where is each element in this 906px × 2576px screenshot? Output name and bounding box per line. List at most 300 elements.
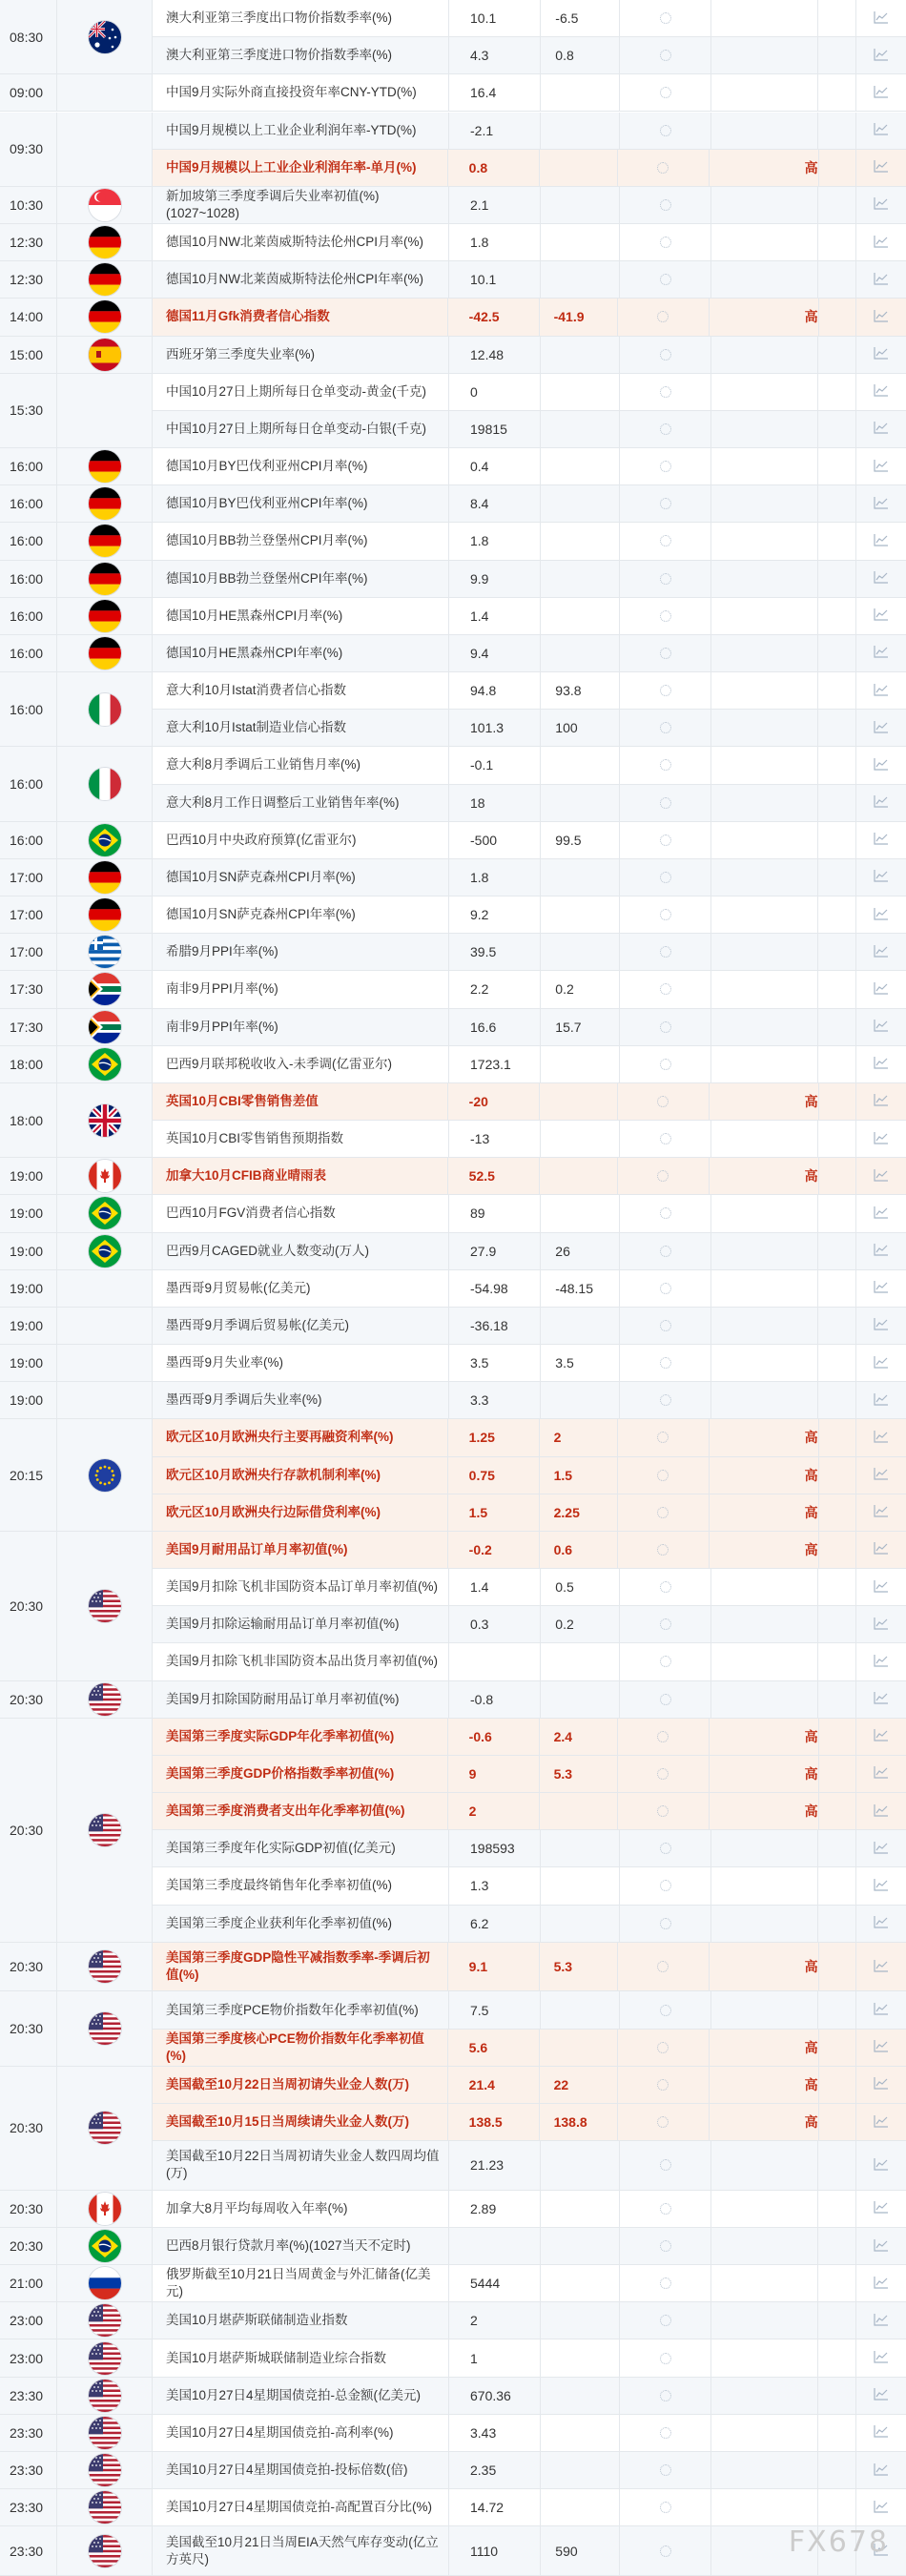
- importance-label: [711, 971, 818, 1007]
- forecast-value: 5.3: [540, 1756, 619, 1792]
- flag-cell: [57, 224, 153, 260]
- alarm-cell[interactable]: [819, 299, 857, 335]
- loading-spinner-icon: [660, 535, 671, 546]
- event-time: 09:00: [0, 74, 57, 111]
- alarm-cell[interactable]: [819, 1793, 857, 1829]
- importance-label: [711, 337, 818, 373]
- alarm-cell[interactable]: [818, 1991, 856, 2028]
- forecast-value: [541, 2452, 620, 2488]
- alarm-cell[interactable]: [818, 2141, 856, 2190]
- chart-icon: [874, 235, 889, 251]
- chart-button[interactable]: [856, 710, 906, 746]
- alarm-cell[interactable]: [818, 1681, 856, 1718]
- importance-label: [711, 448, 818, 484]
- alarm-cell[interactable]: [818, 1867, 856, 1904]
- chart-button[interactable]: [856, 0, 906, 36]
- alarm-cell[interactable]: [818, 896, 856, 933]
- alarm-cell[interactable]: [818, 1270, 856, 1307]
- alarm-cell[interactable]: [818, 2265, 856, 2301]
- alarm-cell[interactable]: [818, 187, 856, 223]
- alarm-cell[interactable]: [818, 2378, 856, 2414]
- chart-button[interactable]: [856, 1606, 906, 1642]
- usa-flag-icon: [89, 2112, 121, 2144]
- alarm-cell[interactable]: [819, 1719, 857, 1755]
- loading-spinner-icon: [660, 872, 671, 883]
- chart-button[interactable]: [856, 1943, 906, 1991]
- alarm-cell[interactable]: [818, 113, 856, 149]
- chart-button[interactable]: [856, 1121, 906, 1157]
- chart-icon: [874, 2424, 889, 2441]
- previous-value: 0: [449, 374, 541, 410]
- chart-button[interactable]: [856, 1719, 906, 1755]
- chart-button[interactable]: [856, 1569, 906, 1605]
- actual-value: [620, 1643, 711, 1680]
- chart-button[interactable]: [856, 1681, 906, 1718]
- chart-button[interactable]: [856, 785, 906, 821]
- loading-spinner-icon: [660, 759, 671, 771]
- alarm-cell[interactable]: [818, 523, 856, 559]
- alarm-cell[interactable]: [818, 785, 856, 821]
- event-name: 西班牙第三季度失业率(%): [153, 337, 449, 373]
- alarm-cell[interactable]: [818, 2415, 856, 2451]
- chart-button[interactable]: [856, 1457, 906, 1494]
- forecast-value: 2.4: [540, 1719, 619, 1755]
- importance-label: 高: [710, 2030, 819, 2066]
- alarm-cell[interactable]: [818, 485, 856, 522]
- chart-button[interactable]: [856, 1382, 906, 1418]
- alarm-cell[interactable]: [818, 635, 856, 671]
- actual-value: [620, 1906, 711, 1942]
- importance-label: 高: [710, 1532, 819, 1568]
- alarm-cell[interactable]: [818, 934, 856, 970]
- chart-button[interactable]: [856, 523, 906, 559]
- alarm-cell[interactable]: [818, 2191, 856, 2227]
- loading-spinner-icon: [657, 1507, 669, 1518]
- importance-label: [711, 635, 818, 671]
- germany-flag-icon: [89, 450, 121, 483]
- forecast-value: 2.25: [540, 1494, 619, 1531]
- previous-value: -13: [449, 1121, 541, 1157]
- chart-button[interactable]: [856, 1046, 906, 1082]
- chart-button[interactable]: [856, 187, 906, 223]
- chart-icon: [874, 85, 889, 101]
- importance-label: [711, 1233, 818, 1269]
- event-time: 23:30: [0, 2378, 57, 2414]
- alarm-cell[interactable]: [819, 1532, 857, 1568]
- chart-button[interactable]: [856, 2415, 906, 2451]
- forecast-value: [541, 411, 620, 447]
- time-group: [0, 2526, 153, 2576]
- forecast-value: [540, 1158, 619, 1194]
- forecast-value: [541, 2489, 620, 2525]
- germany-flag-icon: [89, 637, 121, 670]
- actual-value: [620, 1382, 711, 1418]
- alarm-cell[interactable]: [818, 2339, 856, 2376]
- alarm-cell[interactable]: [818, 822, 856, 858]
- alarm-cell[interactable]: [818, 1830, 856, 1866]
- actual-value: [620, 598, 711, 634]
- actual-value: [620, 1009, 711, 1045]
- forecast-value: 138.8: [540, 2104, 619, 2140]
- flag-cell: [57, 2191, 153, 2227]
- australia-flag-icon: [89, 21, 121, 53]
- chart-icon: [874, 1467, 889, 1483]
- event-name: 美国第三季度GDP价格指数季率初值(%): [153, 1756, 448, 1792]
- chart-button[interactable]: [856, 2141, 906, 2190]
- time-group: [0, 1943, 153, 1992]
- chart-button[interactable]: [856, 113, 906, 149]
- importance-label: [711, 2191, 818, 2227]
- event-name: 美国第三季度年化实际GDP初值(亿美元): [153, 1830, 449, 1866]
- event-name: 美国第三季度PCE物价指数年化季率初值(%): [153, 1991, 449, 2028]
- chart-button[interactable]: [856, 896, 906, 933]
- chart-button[interactable]: [856, 299, 906, 335]
- event-name: 美国10月堪萨斯城联储制造业综合指数: [153, 2339, 449, 2376]
- alarm-cell[interactable]: [818, 1046, 856, 1082]
- time-group: [0, 971, 153, 1008]
- chart-button[interactable]: [856, 2067, 906, 2103]
- chart-icon: [874, 421, 889, 437]
- chart-button[interactable]: [856, 2228, 906, 2264]
- alarm-cell[interactable]: [819, 150, 857, 186]
- chart-button[interactable]: [856, 37, 906, 73]
- time-group: [0, 261, 153, 299]
- alarm-cell[interactable]: [818, 1308, 856, 1344]
- event-name: 巴西8月银行贷款月率(%)(1027当天不定时): [153, 2228, 449, 2264]
- loading-spinner-icon: [660, 125, 671, 136]
- chart-icon: [874, 346, 889, 362]
- event-name: 南非9月PPI月率(%): [153, 971, 449, 1007]
- loading-spinner-icon: [660, 1059, 671, 1070]
- chart-button[interactable]: [856, 747, 906, 783]
- alarm-cell[interactable]: [818, 1606, 856, 1642]
- time-group: [0, 1345, 153, 1382]
- chart-button[interactable]: [856, 74, 906, 111]
- alarm-cell[interactable]: [818, 1345, 856, 1381]
- previous-value: 8.4: [449, 485, 541, 522]
- chart-icon: [874, 1765, 889, 1782]
- alarm-cell[interactable]: [818, 598, 856, 634]
- chart-button[interactable]: [856, 1009, 906, 1045]
- chart-icon: [874, 1206, 889, 1222]
- alarm-cell[interactable]: [819, 1756, 857, 1792]
- importance-label: [711, 1991, 818, 2028]
- event-time: 16:00: [0, 635, 57, 671]
- forecast-value: 0.6: [540, 1532, 619, 1568]
- previous-value: 89: [449, 1195, 541, 1231]
- previous-value: 19815: [449, 411, 541, 447]
- flag-cell: [57, 0, 153, 73]
- loading-spinner-icon: [657, 1096, 669, 1107]
- forecast-value: [541, 374, 620, 410]
- event-name: 美国9月扣除运输耐用品订单月率初值(%): [153, 1606, 449, 1642]
- actual-value: [620, 2228, 711, 2264]
- previous-value: 6.2: [449, 1906, 541, 1942]
- alarm-cell[interactable]: [818, 2228, 856, 2264]
- alarm-cell[interactable]: [819, 2030, 857, 2066]
- time-group: [0, 747, 153, 821]
- event-name: 美国第三季度实际GDP年化季率初值(%): [153, 1719, 448, 1755]
- importance-label: [711, 411, 818, 447]
- previous-value: -2.1: [449, 113, 541, 149]
- event-time: 17:30: [0, 971, 57, 1007]
- alarm-cell[interactable]: [819, 2104, 857, 2140]
- chart-button[interactable]: [856, 1419, 906, 1455]
- importance-label: 高: [710, 1158, 819, 1194]
- importance-label: [711, 710, 818, 746]
- event-name: 美国截至10月22日当周初请失业金人数(万): [153, 2067, 448, 2103]
- loading-spinner-icon: [657, 162, 669, 174]
- chart-icon: [874, 570, 889, 587]
- actual-value: [618, 1793, 709, 1829]
- importance-label: [711, 2228, 818, 2264]
- chart-button[interactable]: [856, 635, 906, 671]
- alarm-cell[interactable]: [819, 1419, 857, 1455]
- loading-spinner-icon: [657, 1961, 669, 1972]
- time-group: [0, 0, 153, 74]
- importance-label: [711, 1121, 818, 1157]
- alarm-cell[interactable]: [818, 971, 856, 1007]
- flag-cell: [57, 2339, 153, 2376]
- chart-button[interactable]: [856, 261, 906, 298]
- forecast-value: [540, 1083, 619, 1120]
- flag-cell: [57, 934, 153, 970]
- loading-spinner-icon: [660, 87, 671, 98]
- alarm-cell[interactable]: [818, 672, 856, 709]
- chart-button[interactable]: [856, 1793, 906, 1829]
- loading-spinner-icon: [660, 1320, 671, 1331]
- alarm-cell[interactable]: [818, 411, 856, 447]
- alarm-cell[interactable]: [818, 710, 856, 746]
- alarm-cell[interactable]: [818, 561, 856, 597]
- alarm-cell[interactable]: [819, 2067, 857, 2103]
- event-time: 15:30: [0, 374, 57, 447]
- event-name: 澳大利亚第三季度出口物价指数季率(%): [153, 0, 449, 36]
- importance-label: 高: [710, 1494, 819, 1531]
- event-name: 南非9月PPI年率(%): [153, 1009, 449, 1045]
- chart-button[interactable]: [856, 1233, 906, 1269]
- importance-label: [711, 485, 818, 522]
- alarm-cell[interactable]: [818, 74, 856, 111]
- chart-button[interactable]: [856, 2489, 906, 2525]
- actual-value: [618, 1532, 709, 1568]
- actual-value: [620, 1606, 711, 1642]
- forecast-value: 590: [541, 2526, 620, 2575]
- previous-value: 4.3: [449, 37, 541, 73]
- eu-flag-icon: [89, 1459, 121, 1492]
- chart-button[interactable]: [856, 150, 906, 186]
- alarm-cell[interactable]: [818, 1195, 856, 1231]
- alarm-cell[interactable]: [818, 2489, 856, 2525]
- alarm-cell[interactable]: [818, 0, 856, 36]
- event-name: 德国10月SN萨克森州CPI月率(%): [153, 859, 449, 896]
- chart-button[interactable]: [856, 2030, 906, 2066]
- forecast-value: -41.9: [540, 299, 619, 335]
- chart-icon: [874, 2463, 889, 2479]
- previous-value: 9.1: [448, 1943, 540, 1991]
- loading-spinner-icon: [660, 573, 671, 585]
- chart-button[interactable]: [856, 1345, 906, 1381]
- chart-button[interactable]: [856, 1195, 906, 1231]
- chart-button[interactable]: [856, 859, 906, 896]
- chart-icon: [874, 1654, 889, 1670]
- loading-spinner-icon: [660, 1207, 671, 1219]
- loading-spinner-icon: [660, 498, 671, 509]
- chart-button[interactable]: [856, 1643, 906, 1680]
- loading-spinner-icon: [660, 685, 671, 696]
- alarm-cell[interactable]: [818, 2302, 856, 2339]
- germany-flag-icon: [89, 898, 121, 931]
- event-name: 意大利8月工作日调整后工业销售年率(%): [153, 785, 449, 821]
- flag-cell: [57, 1083, 153, 1157]
- time-group: [0, 337, 153, 374]
- chart-button[interactable]: [856, 1906, 906, 1942]
- loading-spinner-icon: [660, 648, 671, 659]
- usa-flag-icon: [89, 1590, 121, 1622]
- loading-spinner-icon: [660, 2315, 671, 2326]
- forecast-value: [541, 187, 620, 223]
- chart-button[interactable]: [856, 598, 906, 634]
- event-time: 17:30: [0, 1009, 57, 1045]
- chart-button[interactable]: [856, 224, 906, 260]
- loading-spinner-icon: [660, 2390, 671, 2401]
- chart-button[interactable]: [856, 337, 906, 373]
- previous-value: 9.2: [449, 896, 541, 933]
- event-name: 德国10月BB勃兰登堡州CPI年率(%): [153, 561, 449, 597]
- chart-button[interactable]: [856, 2104, 906, 2140]
- alarm-cell[interactable]: [818, 37, 856, 73]
- chart-button[interactable]: [856, 485, 906, 522]
- time-group: [0, 672, 153, 747]
- chart-icon: [874, 1168, 889, 1185]
- actual-value: [618, 1083, 709, 1120]
- alarm-cell[interactable]: [818, 1906, 856, 1942]
- alarm-cell[interactable]: [818, 747, 856, 783]
- actual-value: [620, 1867, 711, 1904]
- importance-label: [711, 113, 818, 149]
- alarm-cell[interactable]: [818, 448, 856, 484]
- chart-icon: [874, 10, 889, 27]
- chart-button[interactable]: [856, 374, 906, 410]
- time-group: [0, 1681, 153, 1719]
- chart-button[interactable]: [856, 2191, 906, 2227]
- chart-button[interactable]: [856, 1991, 906, 2028]
- importance-label: [711, 785, 818, 821]
- event-time: 16:00: [0, 485, 57, 522]
- flag-cell: [57, 859, 153, 896]
- forecast-value: -6.5: [541, 0, 620, 36]
- alarm-cell[interactable]: [818, 2452, 856, 2488]
- event-name: 德国10月BB勃兰登堡州CPI月率(%): [153, 523, 449, 559]
- alarm-cell[interactable]: [818, 1382, 856, 1418]
- brazil-flag-icon: [89, 824, 121, 856]
- importance-label: [711, 2265, 818, 2301]
- actual-value: [620, 0, 711, 36]
- chart-button[interactable]: [856, 1308, 906, 1344]
- alarm-cell[interactable]: [819, 1158, 857, 1194]
- alarm-cell[interactable]: [819, 1083, 857, 1120]
- previous-value: 10.1: [449, 0, 541, 36]
- time-group: [0, 934, 153, 971]
- previous-value: 94.8: [449, 672, 541, 709]
- alarm-cell[interactable]: [819, 1457, 857, 1494]
- chart-button[interactable]: [856, 1830, 906, 1866]
- alarm-cell[interactable]: [819, 1494, 857, 1531]
- chart-button[interactable]: [856, 1270, 906, 1307]
- loading-spinner-icon: [657, 2079, 669, 2091]
- alarm-cell[interactable]: [818, 261, 856, 298]
- loading-spinner-icon: [660, 386, 671, 398]
- chart-button[interactable]: [856, 971, 906, 1007]
- chart-button[interactable]: [856, 2302, 906, 2339]
- italy-flag-icon: [89, 768, 121, 800]
- alarm-cell[interactable]: [818, 1009, 856, 1045]
- alarm-cell[interactable]: [818, 1569, 856, 1605]
- alarm-cell[interactable]: [818, 859, 856, 896]
- alarm-cell[interactable]: [818, 224, 856, 260]
- flag-cell: [57, 1532, 153, 1680]
- importance-label: 高: [710, 1943, 819, 1991]
- actual-value: [620, 1233, 711, 1269]
- time-group: [0, 2452, 153, 2489]
- time-group: [0, 1083, 153, 1158]
- alarm-cell[interactable]: [819, 1943, 857, 1991]
- chart-button[interactable]: [856, 2378, 906, 2414]
- chart-button[interactable]: [856, 448, 906, 484]
- event-time: 19:00: [0, 1195, 57, 1231]
- chart-button[interactable]: [856, 561, 906, 597]
- actual-value: [620, 934, 711, 970]
- chart-button[interactable]: [856, 2339, 906, 2376]
- alarm-cell[interactable]: [818, 1233, 856, 1269]
- chart-icon: [874, 2076, 889, 2092]
- chart-button[interactable]: [856, 2452, 906, 2488]
- chart-button[interactable]: [856, 822, 906, 858]
- chart-icon: [874, 2276, 889, 2292]
- event-time: 23:00: [0, 2339, 57, 2376]
- actual-value: [620, 896, 711, 933]
- chart-button[interactable]: [856, 2265, 906, 2301]
- flag-cell: [57, 672, 153, 746]
- alarm-cell[interactable]: [818, 1643, 856, 1680]
- forecast-value: 26: [541, 1233, 620, 1269]
- alarm-cell[interactable]: [818, 337, 856, 373]
- time-group: [0, 2339, 153, 2377]
- chart-button[interactable]: [856, 934, 906, 970]
- loading-spinner-icon: [660, 1581, 671, 1593]
- forecast-value: [541, 1906, 620, 1942]
- loading-spinner-icon: [660, 835, 671, 846]
- flag-cell: [57, 598, 153, 634]
- chart-button[interactable]: [856, 1083, 906, 1120]
- alarm-cell[interactable]: [818, 1121, 856, 1157]
- actual-value: [618, 2067, 709, 2103]
- chart-button[interactable]: [856, 672, 906, 709]
- alarm-cell[interactable]: [818, 374, 856, 410]
- chart-button[interactable]: [856, 1494, 906, 1531]
- chart-button[interactable]: [856, 1867, 906, 1904]
- time-group: [0, 2191, 153, 2228]
- time-group: [0, 448, 153, 485]
- chart-icon: [874, 981, 889, 998]
- chart-button[interactable]: [856, 411, 906, 447]
- chart-button[interactable]: [856, 1158, 906, 1194]
- actual-value: [620, 2415, 711, 2451]
- chart-button[interactable]: [856, 1532, 906, 1568]
- forecast-value: [541, 261, 620, 298]
- chart-button[interactable]: [856, 1756, 906, 1792]
- event-name: 新加坡第三季度季调后失业率初值(%)(1027~1028): [153, 187, 449, 223]
